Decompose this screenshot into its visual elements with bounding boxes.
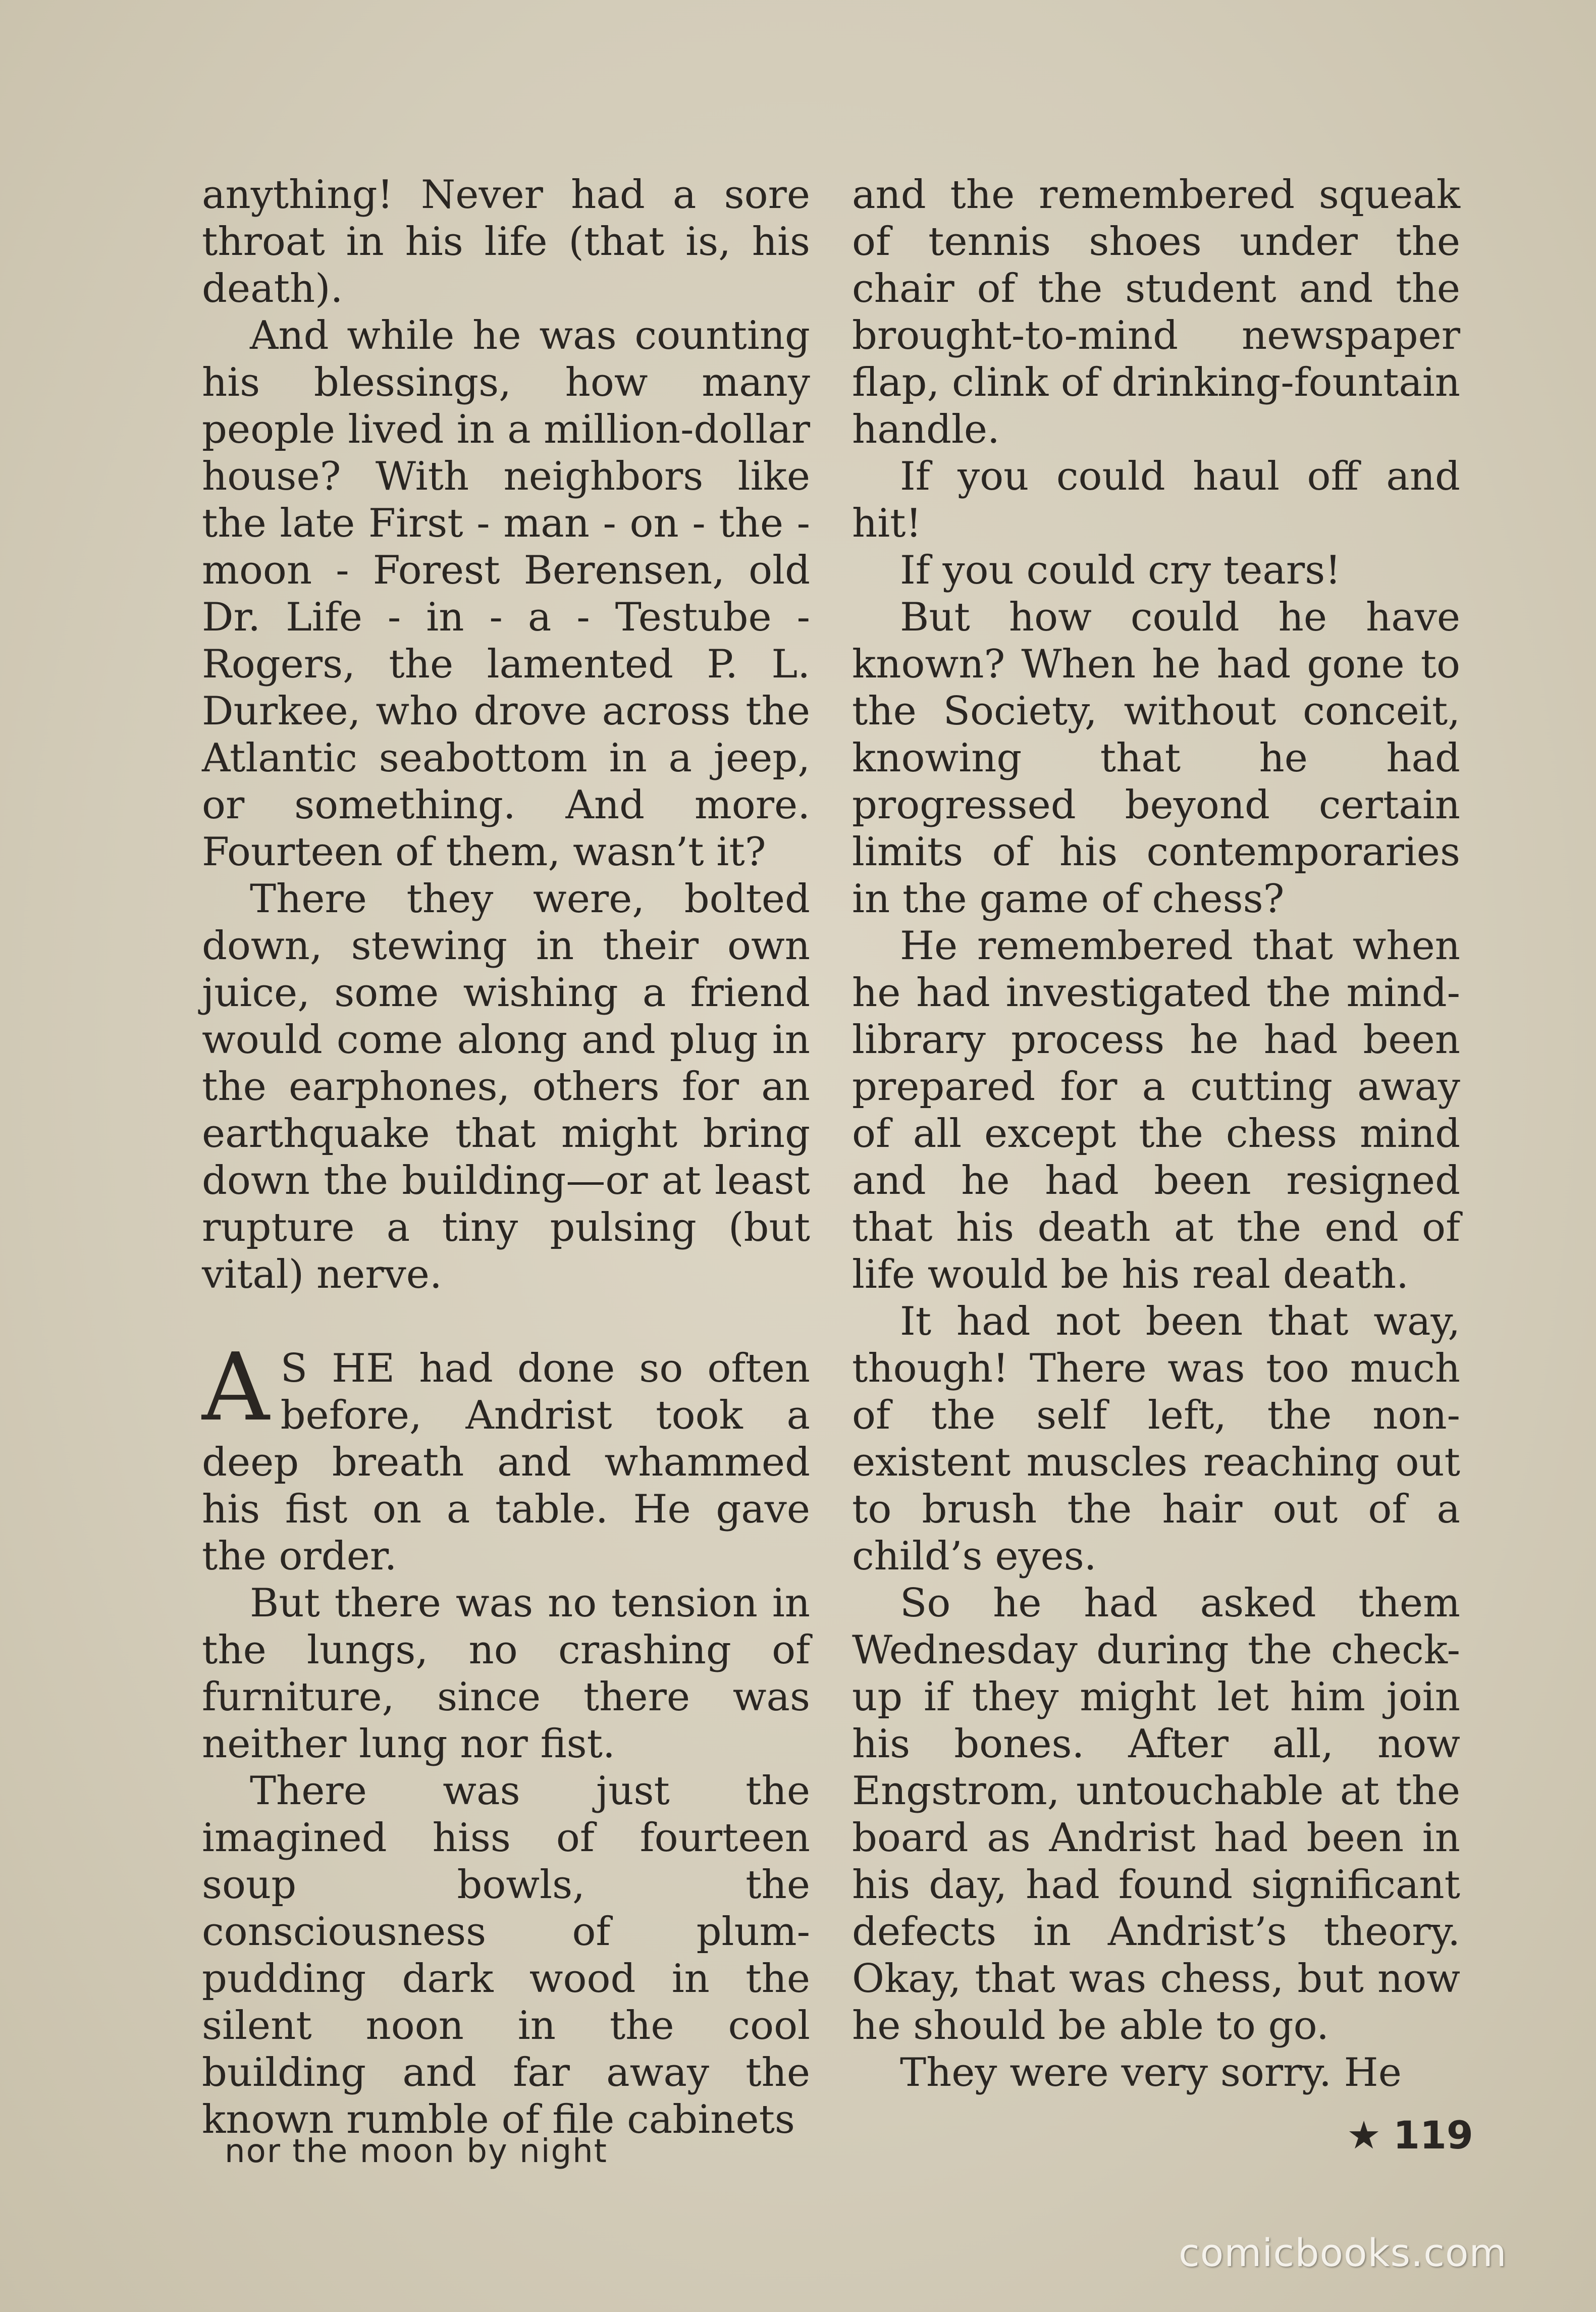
paragraph: But there was no tension in the lungs, no crashing of furniture, since there was neither lung nor fist. (202, 1581, 810, 1767)
paragraph: He remembered that when he had investigated the mind-library process he had been prepared for a cutting away of all except the chess mind and he had been resigned that his death at the end of life would be his real death. (852, 923, 1460, 1297)
paragraph: It had not been that way, though! There was too much of the self left, the non-existent muscles reaching out to brush the hair out of a child’s eyes. (852, 1299, 1460, 1579)
paragraph: And while he was counting his blessings, how many people lived in a million-dollar house? With neighbors like the late First - man - on - the - moon - Forest Berensen, old Dr. Life - in - a - Testube - Rogers, the lamented P. L. Durkee, who drove across the Atlantic seabottom in a jeep, or something. And more. Fourteen of them, wasn’t it? (202, 313, 810, 875)
paragraph: If you could haul off and hit! (852, 454, 1460, 546)
text-column-left (202, 172, 810, 2143)
watermark: comicbooks.com (1179, 2230, 1507, 2275)
paragraph: There was just the imagined hiss of fourteen soup bowls, the consciousness of plum-pudding dark wood in the silent noon in the cool building and far away the known rumble of file cabinets (202, 1768, 810, 2142)
text-column-right (852, 172, 1460, 2096)
paragraph: So he had asked them Wednesday during the check-up if they might let him join his bones. After all, now Engstrom, untouchable at the board as Andrist had been in his day, had found significant defects in Andrist’s theory. Okay, that was chess, but now he should be able to go. (852, 1581, 1460, 2048)
paragraph: anything! Never had a sore throat in his life (that is, his death). (202, 172, 810, 311)
star-icon: ★ (1347, 2113, 1381, 2158)
paragraph: There they were, bolted down, stewing in their own juice, some wishing a friend would come along and plug in the earphones, others for an earthquake that might bring down the building—or at least rupture a tiny pulsing (but vital) nerve. (202, 876, 810, 1297)
page-number-block (1347, 2113, 1473, 2158)
drop-cap: A (202, 1333, 270, 1442)
paragraph: If you could cry tears! (900, 548, 1341, 593)
running-title: nor the moon by night (225, 2133, 608, 2170)
page-number: 119 (1393, 2113, 1473, 2158)
paragraph: But how could he have known? When he had gone to the Society, without conceit, knowing that he had progressed beyond certain limits of his contemporaries in the game of chess? (852, 595, 1460, 922)
paragraph: They were very sorry. He (900, 2050, 1402, 2095)
paragraph: and the remembered squeak of tennis shoes under the chair of the student and the brought-to-mind newspaper flap, clink of drinking-fountain handle. (852, 172, 1461, 452)
section-opening-paragraph (202, 1333, 810, 1580)
paragraph-text: S HE had done so often before, Andrist took a deep breath and whammed his fist on a table. He gave the order. (202, 1346, 810, 1579)
